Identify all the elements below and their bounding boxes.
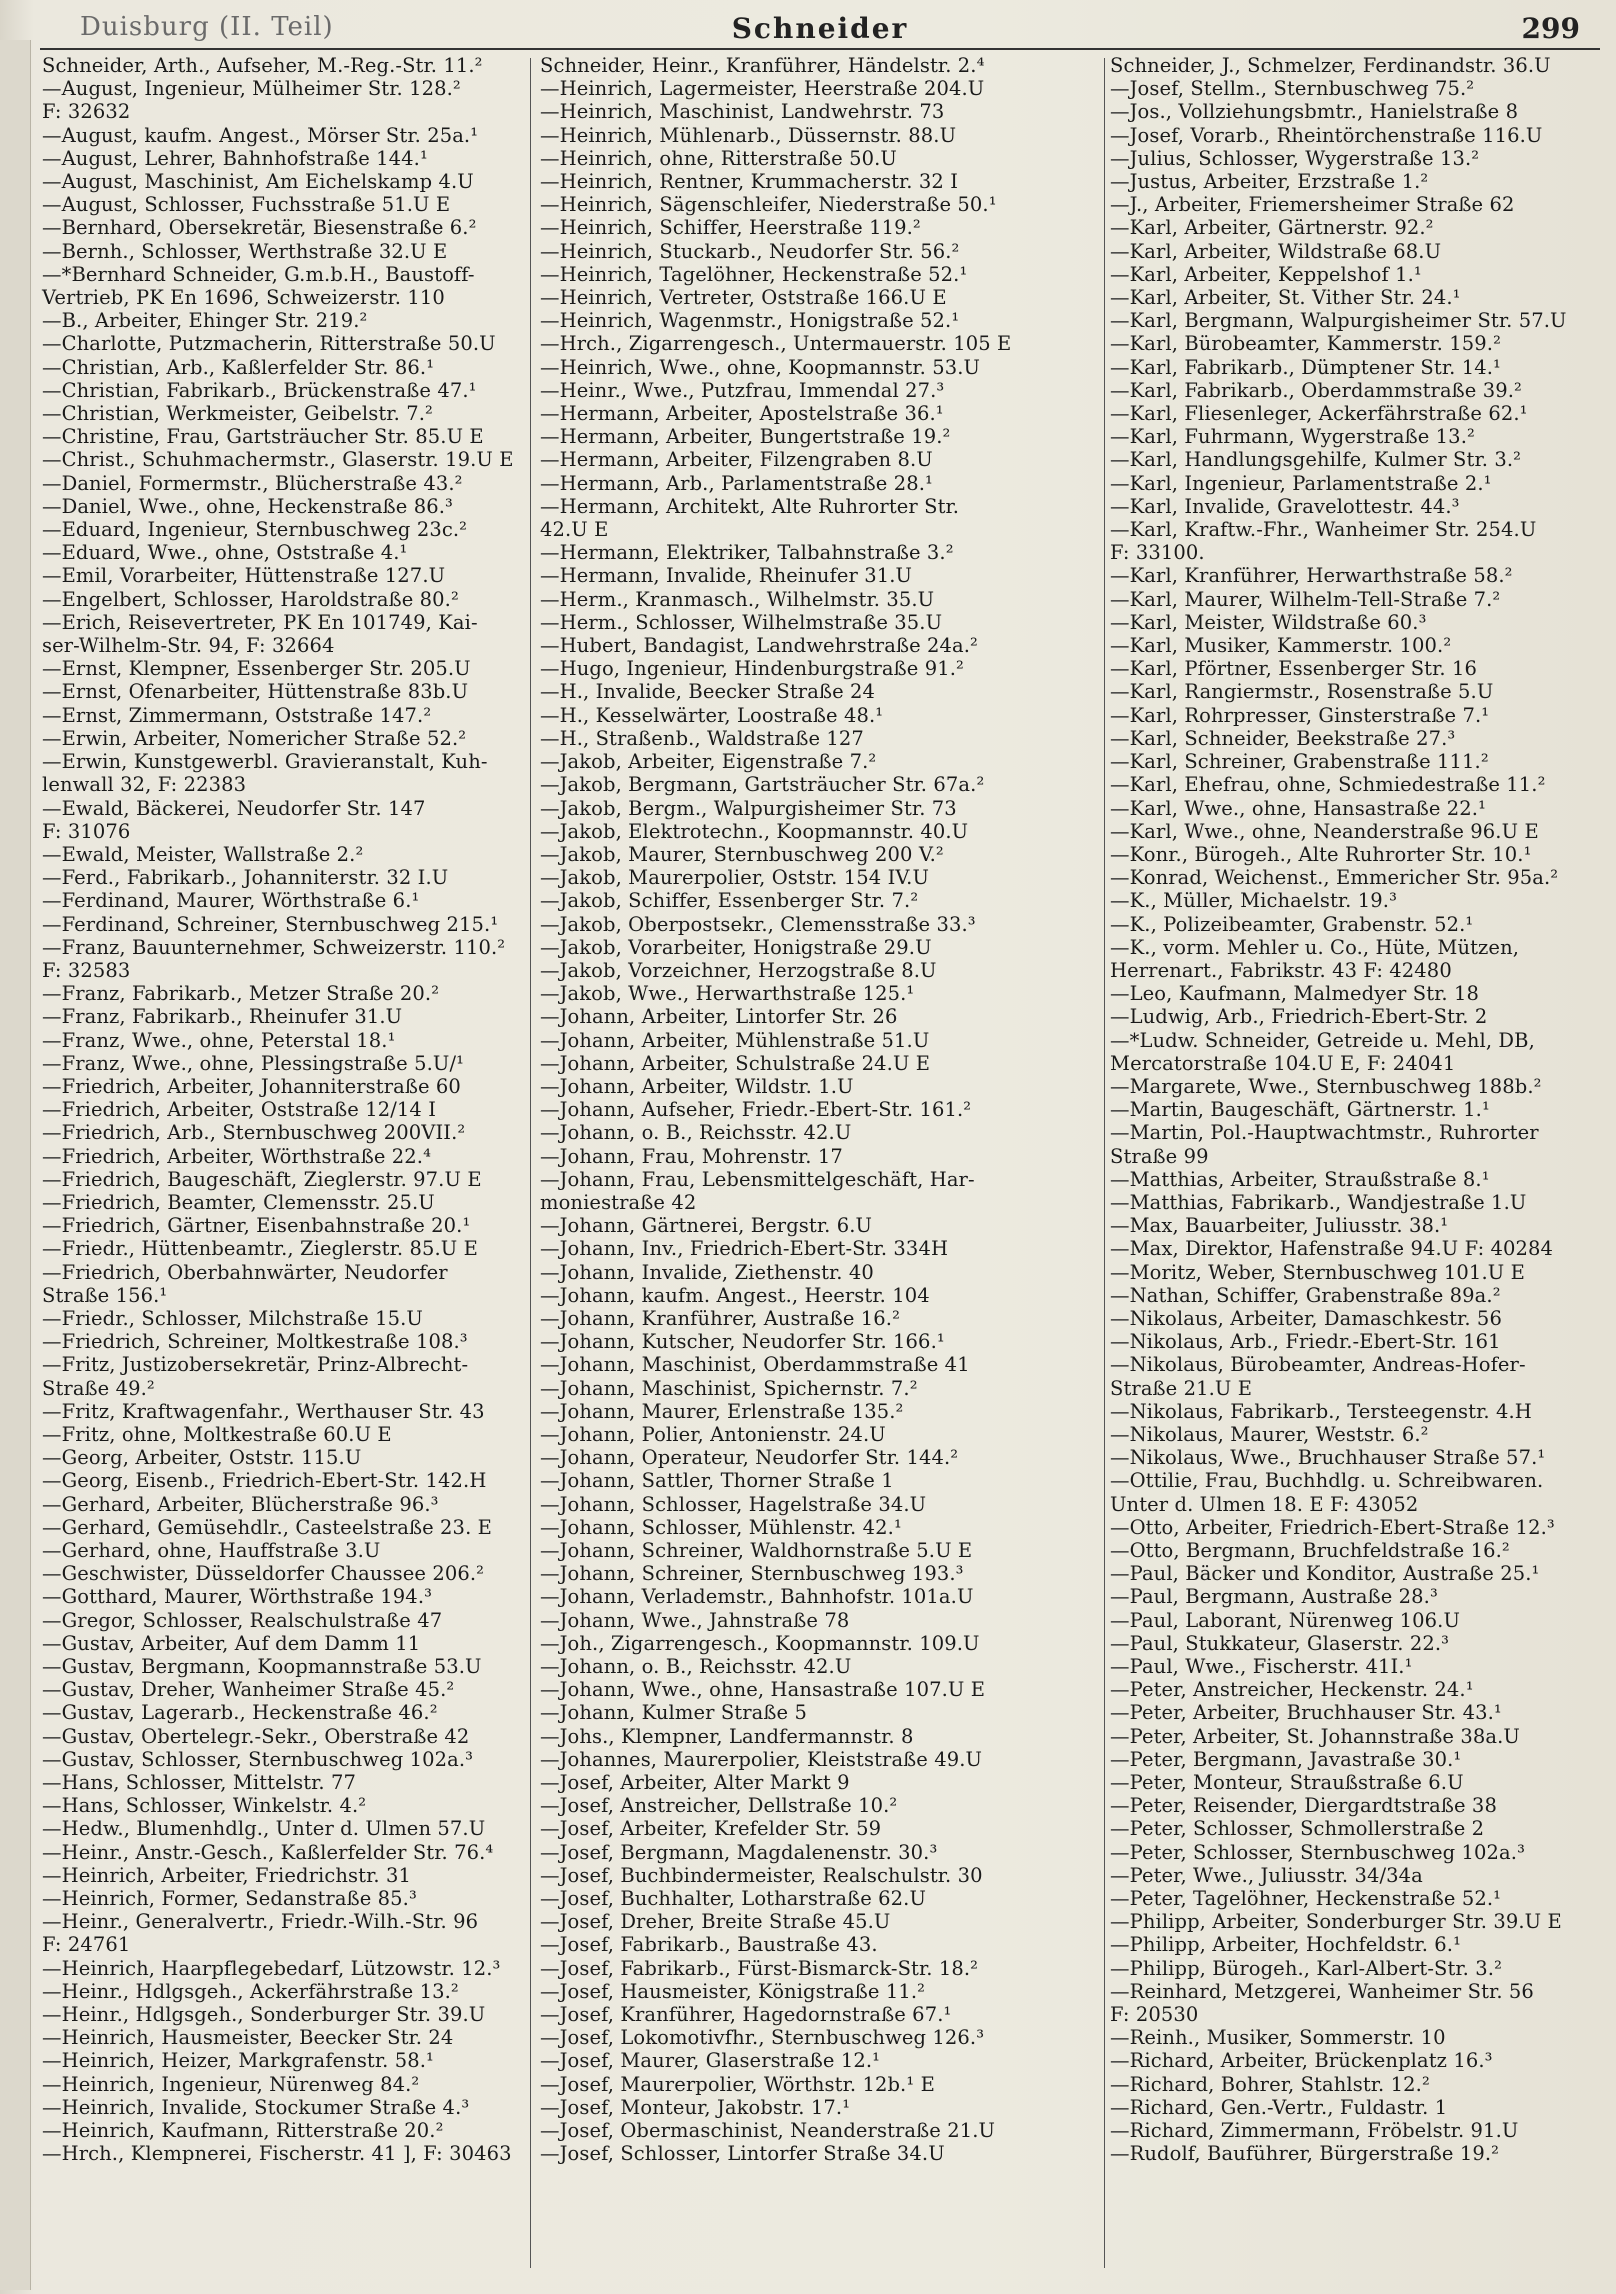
directory-entry: —Bernhard, Obersekretär, Biesenstraße 6.² xyxy=(42,216,477,240)
directory-entry: —Gustav, Dreher, Wanheimer Straße 45.² xyxy=(42,1678,455,1702)
directory-entry: —Franz, Fabrikarb., Rheinufer 31.U xyxy=(42,1005,403,1029)
directory-entry: —Josef, Buchbindermeister, Realschulstr. 30 xyxy=(540,1863,983,1887)
directory-entry: —Johann, Wwe., Jahnstraße 78 xyxy=(540,1608,850,1632)
directory-entry: —Friedrich, Gärtner, Eisenbahnstraße 20.¹ xyxy=(42,1214,471,1238)
directory-entry: —Karl, Kraftw.-Fhr., Wanheimer Str. 254.U xyxy=(1110,518,1537,542)
directory-entry: —Johann, Arbeiter, Wildstr. 1.U xyxy=(540,1074,854,1098)
directory-entry: —Richard, Zimmermann, Fröbelstr. 91.U xyxy=(1110,2119,1519,2143)
page-number: 299 xyxy=(1521,12,1580,45)
directory-entry: —August, Schlosser, Fuchsstraße 51.U E xyxy=(42,193,451,217)
directory-entry: —Heinr., Generalvertr., Friedr.-Wilh.-Str. 96 xyxy=(42,1910,479,1934)
directory-entry: —Heinrich, Schiffer, Heerstraße 119.² xyxy=(540,216,921,240)
directory-entry: —Hans, Schlosser, Winkelstr. 4.² xyxy=(42,1794,367,1818)
directory-entry: —Johann, Sattler, Thorner Straße 1 xyxy=(540,1469,894,1493)
directory-entry: —Heinrich, Former, Sedanstraße 85.³ xyxy=(42,1887,417,1911)
directory-entry: —Jakob, Maurerpolier, Oststr. 154 IV.U xyxy=(540,866,930,890)
directory-entry: —Nikolaus, Wwe., Bruchhauser Straße 57.¹ xyxy=(1110,1446,1546,1470)
directory-entry: —Richard, Bohrer, Stahlstr. 12.² xyxy=(1110,2072,1430,2096)
directory-entry: —Hermann, Arbeiter, Bungertstraße 19.² xyxy=(540,425,951,449)
directory-entry: —August, Ingenieur, Mülheimer Str. 128.² xyxy=(42,77,461,101)
directory-entry: —Jakob, Wwe., Herwarthstraße 125.¹ xyxy=(540,982,915,1006)
directory-entry: —Johann, Verlademstr., Bahnhofstr. 101a.U xyxy=(540,1585,974,1609)
directory-entry: Vertrieb, PK En 1696, Schweizerstr. 110 xyxy=(42,286,445,310)
directory-entry: —Josef, Arbeiter, Alter Markt 9 xyxy=(540,1771,850,1795)
directory-entry: —Paul, Bergmann, Austraße 28.³ xyxy=(1110,1585,1438,1609)
directory-entry: —Friedrich, Baugeschäft, Zieglerstr. 97.U E xyxy=(42,1167,482,1191)
directory-entry: —Friedr., Hüttenbeamtr., Zieglerstr. 85.U E xyxy=(42,1237,478,1261)
directory-entry: —Peter, Anstreicher, Heckenstr. 24.¹ xyxy=(1110,1678,1474,1702)
directory-entry: —Heinrich, Rentner, Krummacherstr. 32 I xyxy=(540,170,958,194)
directory-entry: —Hrch., Zigarrengesch., Untermauerstr. 105 E xyxy=(540,332,1012,356)
directory-entry: —H., Kesselwärter, Loostraße 48.¹ xyxy=(540,703,884,727)
directory-entry: —Franz, Wwe., ohne, Peterstal 18.¹ xyxy=(42,1028,396,1052)
directory-entry: —Herm., Schlosser, Wilhelmstraße 35.U xyxy=(540,610,943,634)
directory-entry: —Josef, Dreher, Breite Straße 45.U xyxy=(540,1910,891,1934)
directory-entry: —Otto, Bergmann, Bruchfeldstraße 16.² xyxy=(1110,1539,1510,1562)
directory-entry: —Josef, Vorarb., Rheintörchenstraße 116.U xyxy=(1110,123,1543,147)
directory-entry: lenwall 32, F: 22383 xyxy=(42,773,247,797)
directory-entry: F: 32632 xyxy=(42,100,131,124)
directory-entry: —Friedrich, Arbeiter, Johanniterstraße 60 xyxy=(42,1074,461,1098)
directory-entry: ser-Wilhelm-Str. 94, F: 32664 xyxy=(42,634,335,658)
previous-page-edge xyxy=(0,40,31,2290)
directory-entry: —*Ludw. Schneider, Getreide u. Mehl, DB, xyxy=(1110,1028,1535,1052)
directory-entry: —Eduard, Wwe., ohne, Oststraße 4.¹ xyxy=(42,541,408,565)
directory-entry: —Josef, Maurerpolier, Wörthstr. 12b.¹ E xyxy=(540,2072,935,2096)
directory-entry: —Gustav, Lagerarb., Heckenstraße 46.² xyxy=(42,1701,438,1725)
directory-entry: —Karl, Fabrikarb., Oberdammstraße 39.² xyxy=(1110,378,1522,402)
directory-entry: —Karl, Rohrpresser, Ginsterstraße 7.¹ xyxy=(1110,703,1490,727)
directory-entry: —Johann, kaufm. Angest., Heerstr. 104 xyxy=(540,1283,930,1307)
directory-entry: Schneider, Heinr., Kranführer, Händelstr. 2.⁴ xyxy=(540,54,985,77)
directory-entry: —Nikolaus, Arb., Friedr.-Ebert-Str. 161 xyxy=(1110,1330,1501,1354)
directory-entry: —Johann, Inv., Friedrich-Ebert-Str. 334H xyxy=(540,1237,949,1261)
directory-entry: —Engelbert, Schlosser, Haroldstraße 80.² xyxy=(42,587,459,611)
directory-entry: —Peter, Arbeiter, Bruchhauser Str. 43.¹ xyxy=(1110,1701,1502,1725)
directory-entry: Straße 49.² xyxy=(42,1376,155,1400)
directory-entry: —Martin, Baugeschäft, Gärtnerstr. 1.¹ xyxy=(1110,1098,1490,1122)
directory-entry: —Karl, Pförtner, Essenberger Str. 16 xyxy=(1110,657,1477,681)
directory-entry: Schneider, J., Schmelzer, Ferdinandstr. 36.U xyxy=(1110,54,1551,77)
directory-entry: —Johann, Kulmer Straße 5 xyxy=(540,1701,807,1725)
header-surname: Schneider xyxy=(731,12,909,45)
directory-entry: —Franz, Bauunternehmer, Schweizerstr. 110.² xyxy=(42,935,506,959)
directory-entry: —Karl, Fuhrmann, Wygerstraße 13.² xyxy=(1110,425,1475,449)
directory-entry: —Karl, Bürobeamter, Kammerstr. 159.² xyxy=(1110,332,1501,356)
directory-entry: F: 24761 xyxy=(42,1933,131,1957)
directory-entry: —Nikolaus, Maurer, Weststr. 6.² xyxy=(1110,1422,1429,1446)
directory-entry: —Friedrich, Beamter, Clemensstr. 25.U xyxy=(42,1190,435,1214)
directory-entry: —Paul, Bäcker und Konditor, Austraße 25.¹ xyxy=(1110,1562,1540,1586)
directory-entry: —Ewald, Meister, Wallstraße 2.² xyxy=(42,842,364,866)
directory-entry: —Johann, Schreiner, Waldhornstraße 5.U E xyxy=(540,1539,973,1562)
directory-entry: —Hrch., Klempnerei, Fischerstr. 41 ], F: 30463 xyxy=(42,2142,512,2166)
directory-entry: Mercatorstraße 104.U E, F: 24041 xyxy=(1110,1051,1456,1075)
directory-entry: —Hedw., Blumenhdlg., Unter d. Ulmen 57.U xyxy=(42,1817,486,1841)
directory-entry: —Franz, Fabrikarb., Metzer Straße 20.² xyxy=(42,982,440,1006)
directory-entry: —Jakob, Arbeiter, Eigenstraße 7.² xyxy=(540,750,877,774)
directory-entry: —Heinrich, Haarpflegebedarf, Lützowstr. 12.³ xyxy=(42,1956,501,1980)
directory-entry: —Konr., Bürogeh., Alte Ruhrorter Str. 10.¹ xyxy=(1110,842,1532,866)
directory-entry: —H., Invalide, Beecker Straße 24 xyxy=(540,680,876,704)
directory-entry: —Moritz, Weber, Sternbuschweg 101.U E xyxy=(1110,1260,1525,1284)
directory-entry: —Josef, Fabrikarb., Baustraße 43. xyxy=(540,1933,878,1957)
directory-entry: —Erwin, Arbeiter, Nomericher Straße 52.² xyxy=(42,726,467,750)
directory-entry: —Heinrich, Vertreter, Oststraße 166.U E xyxy=(540,286,947,310)
directory-entry: —Johannes, Maurerpolier, Kleiststraße 49.U xyxy=(540,1747,983,1771)
directory-entry: —Nikolaus, Arbeiter, Damaschkestr. 56 xyxy=(1110,1306,1502,1330)
directory-entry: —Johann, o. B., Reichsstr. 42.U xyxy=(540,1655,852,1679)
directory-entry: —Heinrich, Wagenmstr., Honigstraße 52.¹ xyxy=(540,309,960,333)
directory-column-2 xyxy=(538,54,1098,2284)
directory-entry: —Johann, Schreiner, Sternbuschweg 193.³ xyxy=(540,1562,964,1586)
directory-entry: —Friedrich, Arbeiter, Wörthstraße 22.⁴ xyxy=(42,1144,432,1168)
directory-entry: —Gotthard, Maurer, Wörthstraße 194.³ xyxy=(42,1585,433,1609)
directory-entry: —Gustav, Obertelegr.-Sekr., Oberstraße 42 xyxy=(42,1724,470,1748)
directory-entry: —Heinrich, Ingenieur, Nürenweg 84.² xyxy=(42,2072,420,2096)
directory-entry: —Hermann, Arbeiter, Apostelstraße 36.¹ xyxy=(540,402,944,426)
directory-entry: —Johann, Kranführer, Austraße 16.² xyxy=(540,1306,901,1330)
directory-entry: —Ferdinand, Maurer, Wörthstraße 6.¹ xyxy=(42,889,420,913)
directory-entry: —Peter, Monteur, Straußstraße 6.U xyxy=(1110,1771,1464,1795)
column-divider xyxy=(530,58,531,2268)
directory-entry: —Gerhard, ohne, Hauffstraße 3.U xyxy=(42,1539,381,1562)
directory-entry: Herrenart., Fabrikstr. 43 F: 42480 xyxy=(1110,958,1452,982)
directory-entry: —Karl, Invalide, Gravelottestr. 44.³ xyxy=(1110,494,1460,518)
directory-entry: —Josef, Kranführer, Hagedornstraße 67.¹ xyxy=(540,2003,952,2027)
directory-entry: —August, Maschinist, Am Eichelskamp 4.U xyxy=(42,170,474,194)
directory-entry: —Karl, Handlungsgehilfe, Kulmer Str. 3.² xyxy=(1110,448,1522,472)
directory-entry: —Karl, Maurer, Wilhelm-Tell-Straße 7.² xyxy=(1110,587,1501,611)
directory-entry: —Christian, Werkmeister, Geibelstr. 7.² xyxy=(42,402,433,426)
directory-entry: —Heinr., Hdlgsgeh., Sonderburger Str. 39.U xyxy=(42,2003,486,2027)
directory-entry: —Ernst, Klempner, Essenberger Str. 205.U xyxy=(42,657,471,681)
directory-entry: —Johann, Operateur, Neudorfer Str. 144.² xyxy=(540,1446,959,1470)
directory-entry: —Johann, Maschinist, Spichernstr. 7.² xyxy=(540,1376,918,1400)
directory-entry: —Reinh., Musiker, Sommerstr. 10 xyxy=(1110,2026,1446,2050)
directory-entry: —Hermann, Architekt, Alte Ruhrorter Str. xyxy=(540,494,960,518)
directory-entry: moniestraße 42 xyxy=(540,1190,697,1214)
directory-entry: Straße 21.U E xyxy=(1110,1376,1253,1400)
directory-entry: —Josef, Anstreicher, Dellstraße 10.² xyxy=(540,1794,898,1818)
directory-entry: —Heinrich, ohne, Ritterstraße 50.U xyxy=(540,146,897,170)
directory-entry: —J., Arbeiter, Friemersheimer Straße 62 xyxy=(1110,193,1515,217)
directory-entry: —Johs., Klempner, Landfermannstr. 8 xyxy=(540,1724,914,1748)
directory-entry: —Jakob, Maurer, Sternbuschweg 200 V.² xyxy=(540,842,944,866)
directory-entry: —Gerhard, Gemüsehdlr., Casteelstraße 23. E xyxy=(42,1515,492,1539)
directory-entry: —Jakob, Bergmann, Gartsträucher Str. 67a.² xyxy=(540,773,985,797)
directory-entry: —Peter, Arbeiter, St. Johannstraße 38a.U xyxy=(1110,1724,1520,1748)
directory-entry: —Hermann, Invalide, Rheinufer 31.U xyxy=(540,564,913,588)
directory-entry: —Karl, Schreiner, Grabenstraße 111.² xyxy=(1110,750,1489,774)
directory-entry: —Gustav, Arbeiter, Auf dem Damm 11 xyxy=(42,1631,421,1655)
directory-entry: —Richard, Arbeiter, Brückenplatz 16.³ xyxy=(1110,2049,1493,2073)
directory-entry: —Johann, Gärtnerei, Bergstr. 6.U xyxy=(540,1214,873,1238)
directory-entry: —Leo, Kaufmann, Malmedyer Str. 18 xyxy=(1110,982,1480,1006)
directory-entry: —Jakob, Bergm., Walpurgisheimer Str. 73 xyxy=(540,796,957,820)
directory-entry: —Friedrich, Oberbahnwärter, Neudorfer xyxy=(42,1260,448,1284)
directory-entry: —Heinrich, Wwe., ohne, Koopmannstr. 53.U xyxy=(540,355,981,379)
directory-entry: —Christian, Arb., Kaßlerfelder Str. 86.¹ xyxy=(42,355,435,379)
directory-entry: —Justus, Arbeiter, Erzstraße 1.² xyxy=(1110,170,1429,194)
directory-entry: —Karl, Fabrikarb., Dümptener Str. 14.¹ xyxy=(1110,355,1501,379)
directory-entry: Straße 99 xyxy=(1110,1144,1209,1168)
directory-entry: —Josef, Hausmeister, Königstraße 11.² xyxy=(540,1979,926,2003)
directory-entry: —Jakob, Vorzeichner, Herzogstraße 8.U xyxy=(540,958,937,982)
directory-entry: —Heinrich, Stuckarb., Neudorfer Str. 56.² xyxy=(540,239,960,263)
directory-entry: —Julius, Schlosser, Wygerstraße 13.² xyxy=(1110,146,1480,170)
directory-entry: F: 31076 xyxy=(42,819,131,843)
directory-entry: —Josef, Lokomotivfhr., Sternbuschweg 126.³ xyxy=(540,2026,985,2050)
directory-entry: —Philipp, Arbeiter, Sonderburger Str. 39.U E xyxy=(1110,1910,1562,1934)
directory-entry: —Johann, Polier, Antonienstr. 24.U xyxy=(540,1422,886,1446)
directory-columns xyxy=(40,54,1600,2284)
directory-entry: —Georg, Arbeiter, Oststr. 115.U xyxy=(42,1446,362,1470)
directory-entry: —Heinrich, Lagermeister, Heerstraße 204.U xyxy=(540,77,985,101)
directory-entry: —August, Lehrer, Bahnhofstraße 144.¹ xyxy=(42,146,428,170)
directory-entry: —Karl, Bergmann, Walpurgisheimer Str. 57.U xyxy=(1110,309,1567,333)
directory-entry: —Paul, Stukkateur, Glaserstr. 22.³ xyxy=(1110,1631,1450,1655)
directory-entry: —Karl, Arbeiter, St. Vither Str. 24.¹ xyxy=(1110,286,1461,310)
directory-entry: —Heinr., Anstr.-Gesch., Kaßlerfelder Str. 76.⁴ xyxy=(42,1840,494,1864)
directory-entry: —Josef, Stellm., Sternbuschweg 75.² xyxy=(1110,77,1475,101)
directory-entry: —Christian, Fabrikarb., Brückenstraße 47.¹ xyxy=(42,378,477,402)
directory-entry: —Ernst, Zimmermann, Oststraße 147.² xyxy=(42,703,432,727)
directory-entry: —Geschwister, Düsseldorfer Chaussee 206.² xyxy=(42,1562,485,1586)
directory-entry: —Konrad, Weichenst., Emmericher Str. 95a.² xyxy=(1110,866,1559,890)
directory-entry: —Josef, Fabrikarb., Fürst-Bismarck-Str. 18.² xyxy=(540,1956,979,1980)
directory-entry: Unter d. Ulmen 18. E F: 43052 xyxy=(1110,1492,1419,1516)
directory-entry: Straße 156.¹ xyxy=(42,1283,168,1307)
page-header xyxy=(60,8,1580,48)
directory-entry: —Ludwig, Arb., Friedrich-Ebert-Str. 2 xyxy=(1110,1005,1488,1029)
directory-entry: —Johann, Arbeiter, Schulstraße 24.U E xyxy=(540,1051,931,1075)
directory-entry: —Heinrich, Arbeiter, Friedrichstr. 31 xyxy=(42,1863,411,1887)
directory-entry: —Richard, Gen.-Vertr., Fuldastr. 1 xyxy=(1110,2095,1448,2119)
directory-entry: —Bernh., Schlosser, Werthstraße 32.U E xyxy=(42,239,448,263)
directory-entry: —Matthias, Fabrikarb., Wandjestraße 1.U xyxy=(1110,1190,1527,1214)
directory-entry: —Peter, Reisender, Diergardtstraße 38 xyxy=(1110,1794,1497,1818)
directory-entry: —Jakob, Vorarbeiter, Honigstraße 29.U xyxy=(540,935,932,959)
directory-entry: —Karl, Wwe., ohne, Hansastraße 22.¹ xyxy=(1110,796,1487,820)
directory-entry: —Josef, Obermaschinist, Neanderstraße 21.U xyxy=(540,2119,996,2143)
directory-entry: —Gregor, Schlosser, Realschulstraße 47 xyxy=(42,1608,443,1632)
directory-entry: —Karl, Arbeiter, Keppelshof 1.¹ xyxy=(1110,262,1422,286)
directory-entry: 42.U E xyxy=(540,518,609,542)
directory-entry: —Philipp, Bürogeh., Karl-Albert-Str. 3.² xyxy=(1110,1956,1503,1980)
directory-entry: —Jakob, Schiffer, Essenberger Str. 7.² xyxy=(540,889,919,913)
directory-entry: —Peter, Schlosser, Schmollerstraße 2 xyxy=(1110,1817,1485,1841)
directory-entry: —Fritz, Justizobersekretär, Prinz-Albrecht- xyxy=(42,1353,469,1377)
directory-entry: —Josef, Arbeiter, Krefelder Str. 59 xyxy=(540,1817,882,1841)
directory-entry: —Friedrich, Arb., Sternbuschweg 200VII.² xyxy=(42,1121,466,1145)
directory-entry: —Georg, Eisenb., Friedrich-Ebert-Str. 142.H xyxy=(42,1469,487,1493)
directory-entry: —Johann, Schlosser, Mühlenstr. 42.¹ xyxy=(540,1515,902,1539)
directory-entry: —Reinhard, Metzgerei, Wanheimer Str. 56 xyxy=(1110,1979,1534,2003)
directory-entry: —Erich, Reisevertreter, PK En 101749, Kai- xyxy=(42,610,478,634)
directory-entry: —Jakob, Oberpostsekr., Clemensstraße 33.³ xyxy=(540,912,976,936)
directory-entry: —Johann, Kutscher, Neudorfer Str. 166.¹ xyxy=(540,1330,945,1354)
directory-entry: —Martin, Pol.-Hauptwachtmstr., Ruhrorter xyxy=(1110,1121,1539,1145)
directory-entry: —Joh., Zigarrengesch., Koopmannstr. 109.U xyxy=(540,1631,980,1655)
directory-entry: —Hermann, Arbeiter, Filzengraben 8.U xyxy=(540,448,933,472)
directory-entry: —Fritz, Kraftwagenfahr., Werthauser Str. 43 xyxy=(42,1399,485,1423)
directory-entry: —*Bernhard Schneider, G.m.b.H., Baustoff- xyxy=(42,262,475,286)
directory-entry: —Johann, o. B., Reichsstr. 42.U xyxy=(540,1121,852,1145)
directory-entry: —Karl, Musiker, Kammerstr. 100.² xyxy=(1110,634,1452,658)
column-divider xyxy=(1104,58,1105,2268)
directory-entry: —Karl, Wwe., ohne, Neanderstraße 96.U E xyxy=(1110,819,1539,843)
directory-entry: F: 32583 xyxy=(42,958,131,982)
directory-entry: —Johann, Frau, Mohrenstr. 17 xyxy=(540,1144,843,1168)
directory-entry: —Paul, Laborant, Nürenweg 106.U xyxy=(1110,1608,1461,1632)
directory-entry: —K., Müller, Michaelstr. 19.³ xyxy=(1110,889,1398,913)
directory-entry: —Karl, Ehefrau, ohne, Schmiedestraße 11.² xyxy=(1110,773,1546,797)
directory-entry: —Heinrich, Kaufmann, Ritterstraße 20.² xyxy=(42,2119,444,2143)
directory-entry: —Franz, Wwe., ohne, Plessingstraße 5.U/¹ xyxy=(42,1051,465,1075)
directory-entry: —Ewald, Bäckerei, Neudorfer Str. 147 xyxy=(42,796,426,820)
directory-entry: —Matthias, Arbeiter, Straußstraße 8.¹ xyxy=(1110,1167,1490,1191)
directory-entry: —Josef, Bergmann, Magdalenenstr. 30.³ xyxy=(540,1840,938,1864)
directory-entry: —Karl, Kranführer, Herwarthstraße 58.² xyxy=(1110,564,1513,588)
directory-entry: —Charlotte, Putzmacherin, Ritterstraße 50.U xyxy=(42,332,496,356)
directory-entry: —Josef, Schlosser, Lintorfer Straße 34.U xyxy=(540,2142,945,2166)
directory-entry: —Peter, Bergmann, Javastraße 30.¹ xyxy=(1110,1747,1462,1771)
directory-entry: —Karl, Rangiermstr., Rosenstraße 5.U xyxy=(1110,680,1494,704)
directory-entry: —Hermann, Elektriker, Talbahnstraße 3.² xyxy=(540,541,954,565)
directory-entry: —Johann, Maschinist, Oberdammstraße 41 xyxy=(540,1353,970,1377)
directory-entry: —Karl, Arbeiter, Gärtnerstr. 92.² xyxy=(1110,216,1434,240)
header-rule xyxy=(40,48,1600,50)
directory-entry: —Max, Direktor, Hafenstraße 94.U F: 40284 xyxy=(1110,1237,1554,1261)
directory-entry: —Heinrich, Heizer, Markgrafenstr. 58.¹ xyxy=(42,2049,434,2073)
directory-entry: —Gustav, Bergmann, Koopmannstraße 53.U xyxy=(42,1655,482,1679)
directory-entry: —Rudolf, Bauführer, Bürgerstraße 19.² xyxy=(1110,2142,1500,2166)
directory-entry: —H., Straßenb., Waldstraße 127 xyxy=(540,726,864,750)
directory-entry: —Johann, Maurer, Erlenstraße 135.² xyxy=(540,1399,904,1423)
directory-entry: —Karl, Meister, Wildstraße 60.³ xyxy=(1110,610,1427,634)
directory-entry: —Hubert, Bandagist, Landwehrstraße 24a.² xyxy=(540,634,978,658)
directory-entry: F: 33100. xyxy=(1110,541,1205,565)
directory-entry: —Karl, Arbeiter, Wildstraße 68.U xyxy=(1110,239,1442,263)
directory-entry: —Johann, Frau, Lebensmittelgeschäft, Har- xyxy=(540,1167,975,1191)
directory-entry: —Heinr., Hdlgsgeh., Ackerfährstraße 13.² xyxy=(42,1979,459,2003)
directory-column-1 xyxy=(40,54,518,2284)
directory-entry: —Heinrich, Hausmeister, Beecker Str. 24 xyxy=(42,2026,454,2050)
directory-entry: —Nikolaus, Bürobeamter, Andreas-Hofer- xyxy=(1110,1353,1526,1377)
directory-column-3 xyxy=(1108,54,1600,2284)
directory-entry: —Heinrich, Invalide, Stockumer Straße 4.³ xyxy=(42,2095,470,2119)
directory-entry: —Friedrich, Arbeiter, Oststraße 12/14 I xyxy=(42,1098,437,1122)
directory-entry: —Paul, Wwe., Fischerstr. 41I.¹ xyxy=(1110,1655,1413,1679)
directory-entry: —Friedr., Schlosser, Milchstraße 15.U xyxy=(42,1306,423,1330)
directory-entry: —Johann, Schlosser, Hagelstraße 34.U xyxy=(540,1492,927,1516)
directory-entry: —Ottilie, Frau, Buchhdlg. u. Schreibwaren. xyxy=(1110,1469,1544,1493)
directory-entry: Schneider, Arth., Aufseher, M.-Reg.-Str. 11.² xyxy=(42,54,483,77)
directory-entry: —Ernst, Ofenarbeiter, Hüttenstraße 83b.U xyxy=(42,680,469,704)
directory-entry: —Peter, Schlosser, Sternbuschweg 102a.³ xyxy=(1110,1840,1525,1864)
directory-entry: —Margarete, Wwe., Sternbuschweg 188b.² xyxy=(1110,1074,1542,1098)
directory-entry: —August, kaufm. Angest., Mörser Str. 25a.¹ xyxy=(42,123,479,147)
directory-entry: —Johann, Invalide, Ziethenstr. 40 xyxy=(540,1260,874,1284)
directory-entry: —Heinrich, Sägenschleifer, Niederstraße 50.¹ xyxy=(540,193,997,217)
directory-entry: —Daniel, Wwe., ohne, Heckenstraße 86.³ xyxy=(42,494,453,518)
directory-entry: —Jakob, Elektrotechn., Koopmannstr. 40.U xyxy=(540,819,969,843)
directory-entry: —Ferd., Fabrikarb., Johanniterstr. 32 I.U xyxy=(42,866,449,890)
directory-entry: —Josef, Maurer, Glaserstraße 12.¹ xyxy=(540,2049,881,2073)
directory-entry: —Hans, Schlosser, Mittelstr. 77 xyxy=(42,1771,357,1795)
directory-entry: —Peter, Tagelöhner, Heckenstraße 52.¹ xyxy=(1110,1887,1502,1911)
directory-entry: —Johann, Arbeiter, Mühlenstraße 51.U xyxy=(540,1028,930,1052)
directory-entry: —Gerhard, Arbeiter, Blücherstraße 96.³ xyxy=(42,1492,439,1516)
directory-entry: —K., Polizeibeamter, Grabenstr. 52.¹ xyxy=(1110,912,1474,936)
directory-entry: —Otto, Arbeiter, Friedrich-Ebert-Straße 12.³ xyxy=(1110,1515,1555,1539)
header-city: Duisburg (II. Teil) xyxy=(80,12,334,42)
directory-entry: —Josef, Buchhalter, Lotharstraße 62.U xyxy=(540,1887,926,1911)
directory-entry: —Heinr., Wwe., Putzfrau, Immendal 27.³ xyxy=(540,378,945,402)
directory-entry: —Fritz, ohne, Moltkestraße 60.U E xyxy=(42,1422,392,1446)
directory-entry: —Eduard, Ingenieur, Sternbuschweg 23c.² xyxy=(42,518,468,542)
directory-entry: —Johann, Aufseher, Friedr.-Ebert-Str. 161.² xyxy=(540,1098,972,1122)
directory-entry: —Jos., Vollziehungsbmtr., Hanielstraße 8 xyxy=(1110,100,1519,124)
directory-entry: —Erwin, Kunstgewerbl. Gravieranstalt, Kuh- xyxy=(42,750,488,774)
directory-entry: —Nikolaus, Fabrikarb., Tersteegenstr. 4.H xyxy=(1110,1399,1532,1423)
directory-entry: —B., Arbeiter, Ehinger Str. 219.² xyxy=(42,309,368,333)
directory-entry: —Heinrich, Tagelöhner, Heckenstraße 52.¹ xyxy=(540,262,968,286)
directory-entry: —Josef, Monteur, Jakobstr. 17.¹ xyxy=(540,2095,851,2119)
directory-entry: —K., vorm. Mehler u. Co., Hüte, Mützen, xyxy=(1110,935,1520,959)
directory-entry: —Hermann, Arb., Parlamentstraße 28.¹ xyxy=(540,471,933,495)
directory-entry: —Ferdinand, Schreiner, Sternbuschweg 215.¹ xyxy=(42,912,499,936)
directory-entry: —Karl, Ingenieur, Parlamentstraße 2.¹ xyxy=(1110,471,1492,495)
directory-entry: —Max, Bauarbeiter, Juliusstr. 38.¹ xyxy=(1110,1214,1449,1238)
directory-entry: —Peter, Wwe., Juliusstr. 34/34a xyxy=(1110,1863,1423,1887)
directory-entry: —Karl, Schneider, Beekstraße 27.³ xyxy=(1110,726,1456,750)
directory-entry: —Nathan, Schiffer, Grabenstraße 89a.² xyxy=(1110,1283,1501,1307)
directory-entry: F: 20530 xyxy=(1110,2003,1199,2027)
directory-entry: —Johann, Arbeiter, Lintorfer Str. 26 xyxy=(540,1005,898,1029)
directory-entry: —Heinrich, Mühlenarb., Düssernstr. 88.U xyxy=(540,123,957,147)
directory-entry: —Christine, Frau, Gartsträucher Str. 85.U E xyxy=(42,425,484,449)
directory-entry: —Gustav, Schlosser, Sternbuschweg 102a.³ xyxy=(42,1747,474,1771)
directory-entry: —Karl, Fliesenleger, Ackerfährstraße 62.¹ xyxy=(1110,402,1528,426)
directory-entry: —Emil, Vorarbeiter, Hüttenstraße 127.U xyxy=(42,564,446,588)
directory-entry: —Johann, Wwe., ohne, Hansastraße 107.U E xyxy=(540,1678,986,1702)
directory-entry: —Friedrich, Schreiner, Moltkestraße 108.³ xyxy=(42,1330,468,1354)
directory-entry: —Herm., Kranmasch., Wilhelmstr. 35.U xyxy=(540,587,935,611)
directory-entry: —Heinrich, Maschinist, Landwehrstr. 73 xyxy=(540,100,945,124)
directory-entry: —Philipp, Arbeiter, Hochfeldstr. 6.¹ xyxy=(1110,1933,1462,1957)
directory-entry: —Daniel, Formermstr., Blücherstraße 43.² xyxy=(42,471,463,495)
directory-entry: —Hugo, Ingenieur, Hindenburgstraße 91.² xyxy=(540,657,964,681)
directory-entry: —Christ., Schuhmachermstr., Glaserstr. 19.U E xyxy=(42,448,514,472)
